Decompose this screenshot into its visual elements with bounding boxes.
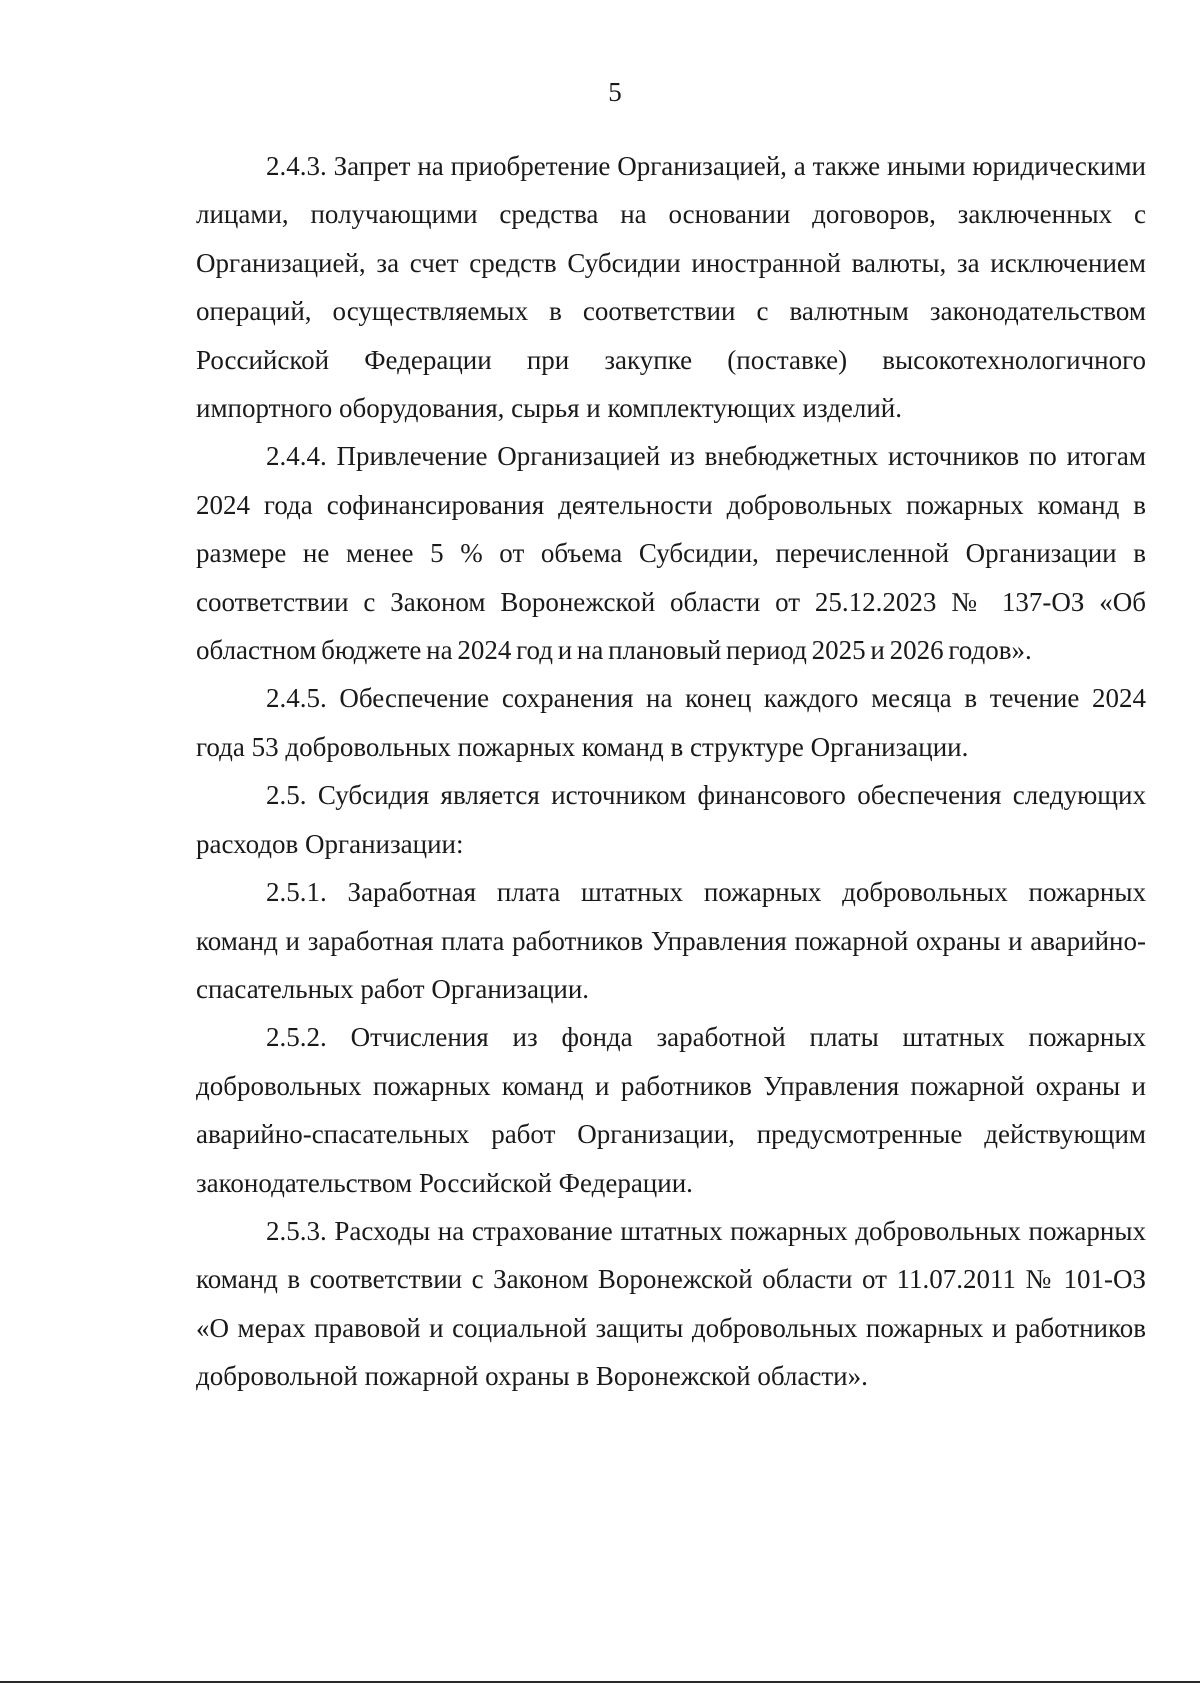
page-number: 5 <box>608 77 622 107</box>
paragraph-2-5-2: 2.5.2. Отчисления из фонда заработной платы штатных пожарных добровольных пожарных команд и работников Управления пожарной охраны и аварийно-спасательных работ Организации, предусмотренные действующим законодательством Российской Федерации. <box>196 1022 1146 1198</box>
bottom-edge-line <box>0 1681 1200 1683</box>
paragraph-2-4-5: 2.4.5. Обеспечение сохранения на конец каждого месяца в течение 2024 года 53 добровольных пожарных команд в структуре Организации. <box>196 683 1146 762</box>
paragraph-2-5-3: 2.5.3. Расходы на страхование штатных пожарных добровольных пожарных команд в соответствии с Законом Воронежской области от 11.07.2011 № 101-ОЗ «О мерах правовой и социальной защиты добровольных пожарных и работников добровольной пожарной охраны в Воронежской области». <box>196 1215 1146 1392</box>
paragraph-2-5: 2.5. Субсидия является источником финансового обеспечения следующих расходов Организации: <box>196 780 1146 859</box>
paragraph-2-5-1: 2.5.1. Заработная плата штатных пожарных добровольных пожарных команд и заработная плата работников Управления пожарной охраны и аварийно-спасательных работ Организации. <box>196 877 1146 1004</box>
document-body <box>196 142 1146 1401</box>
paragraph-2-4-4: 2.4.4. Привлечение Организацией из внебюджетных источников по итогам 2024 года софинансирования деятельности добровольных пожарных команд в размере не менее 5 % от объема Субсидии, перечисленной Организации в соответствии с Законом Воронежской области от 25.12.2023 № 137-ОЗ «Об областном бюджете на 2024 год и на плановый период 2025 и 2026 годов». <box>196 441 1146 666</box>
paragraph-2-4-3: 2.4.3. Запрет на приобретение Организацией, а также иными юридическими лицами, получающими средства на основании договоров, заключенных с Организацией, за счет средств Субсидии иностранной валюты, за исключением операций, осуществляемых в соответствии с валютным законодательством Российской Федерации при закупке (поставке) высокотехнологичного импортного оборудования, сырья и комплектующих изделий. <box>196 151 1146 424</box>
